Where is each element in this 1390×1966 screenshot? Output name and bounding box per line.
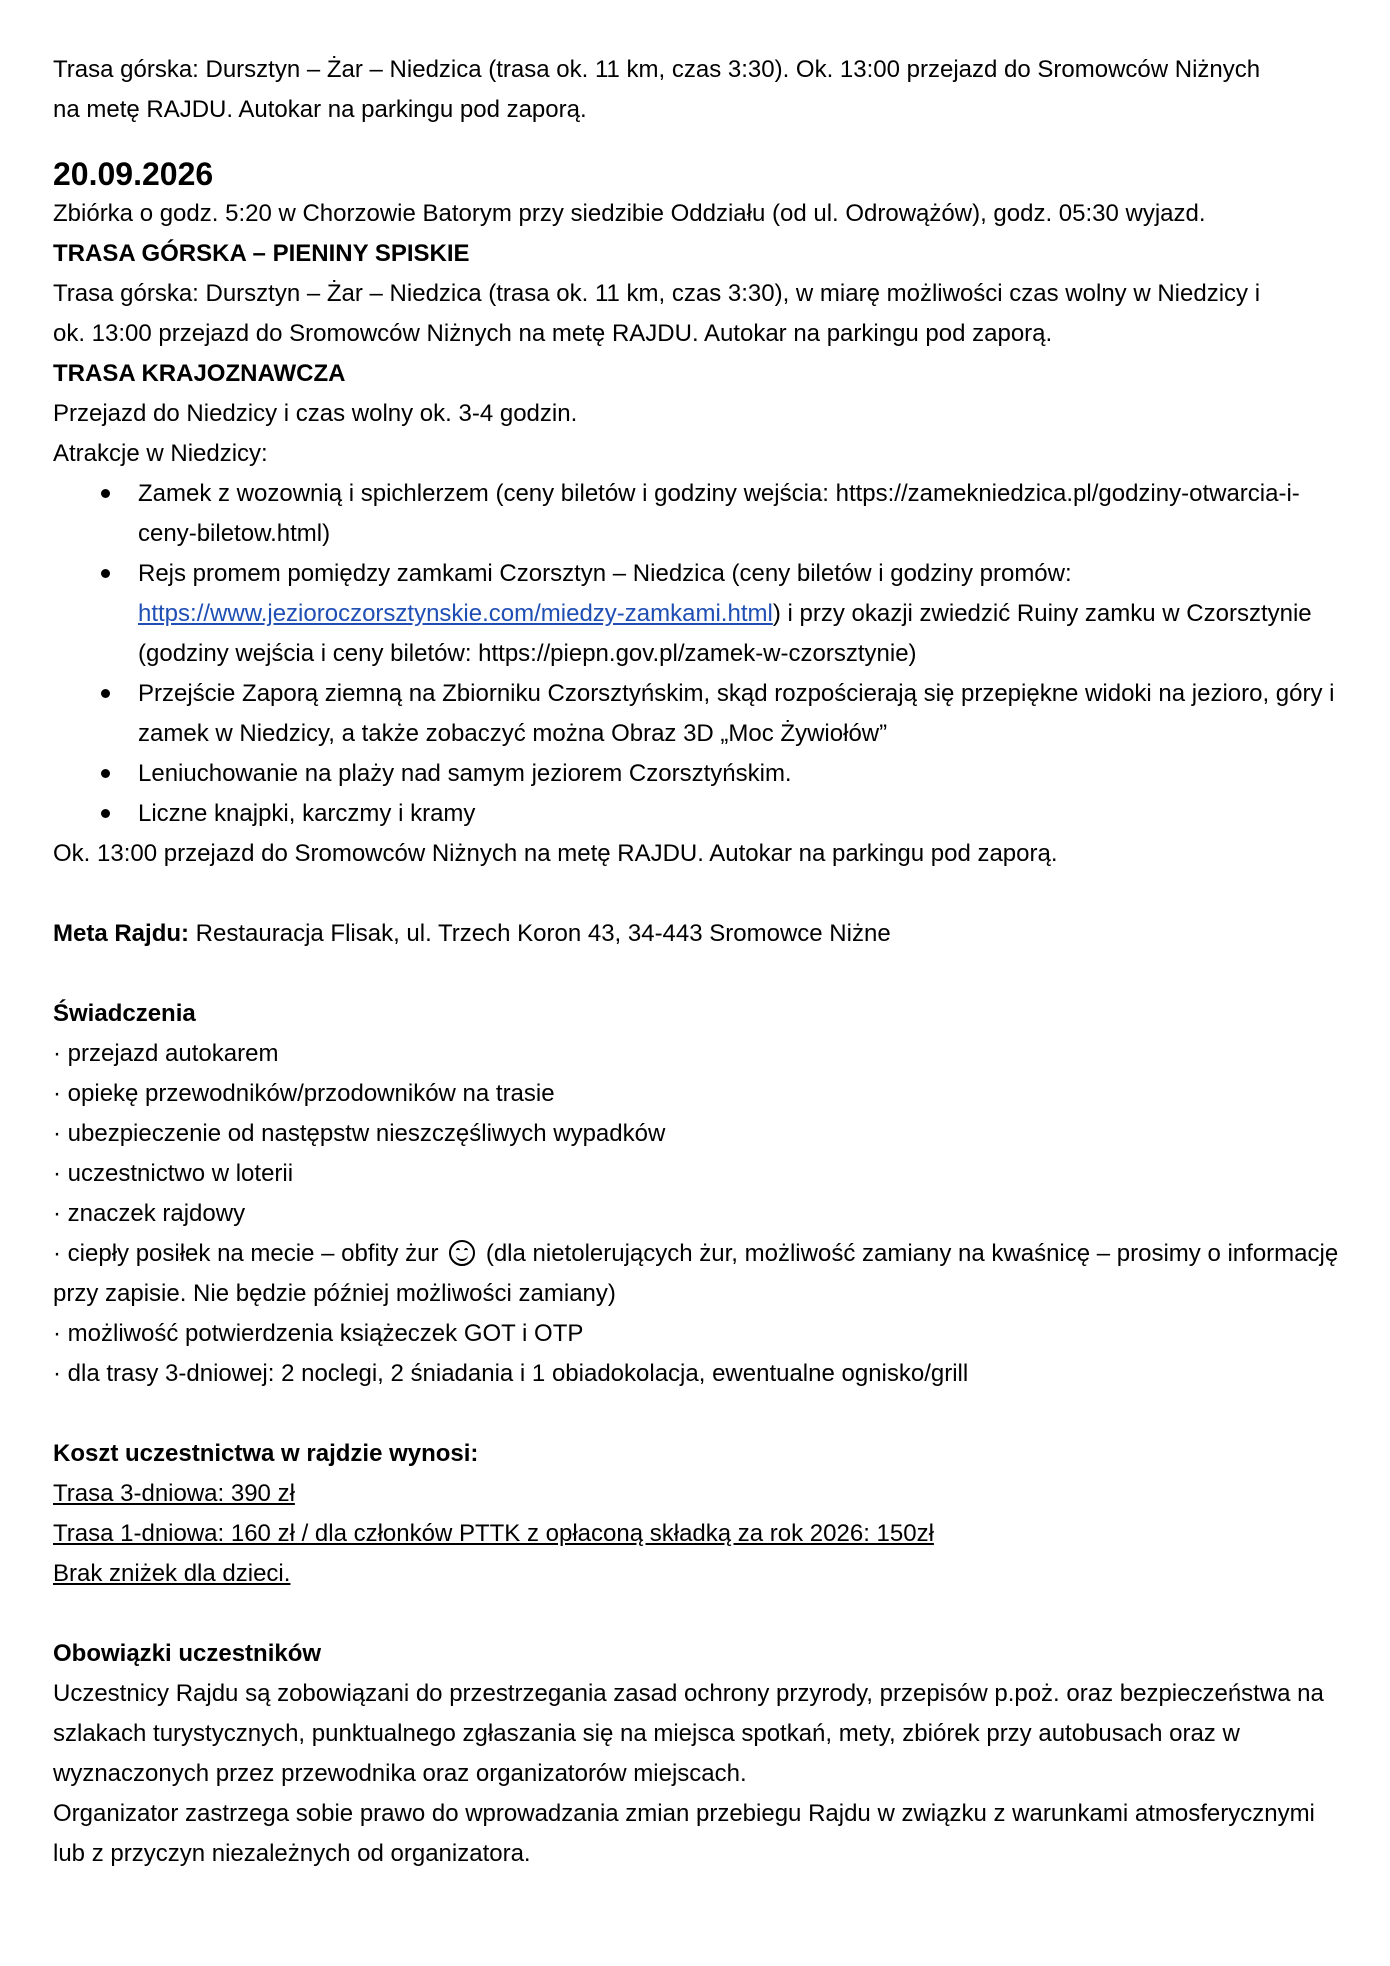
cost-3-day: Trasa 3-dniowa: 390 zł [53,1480,295,1507]
intro-line-1: Trasa górska: Dursztyn – Żar – Niedzica (trasa ok. 11 km, czas 3:30). Ok. 13:00 przejazd do Sromowców Niżnych [53,56,1261,83]
benefit-item-meal [53,1234,1350,1314]
attraction-castle: Zamek z wozownią i spichlerzem (ceny biletów i godziny wejścia: https://zamekniedzica.pl/godziny-otwarcia-i-ceny-biletow.html) [138,474,1350,554]
attraction-beach: Leniuchowanie na plaży nad samym jeziorem Czorsztyńskim. [138,754,1350,794]
duties-paragraph-1: Uczestnicy Rajdu są zobowiązani do przestrzegania zasad ochrony przyrody, przepisów p.poż. oraz bezpieczeństwa na szlakach turystycznych, punktualnego zgłaszania się na miejsca spotkań, mety, zbiórek przy autobusach oraz w wyznaczonych przez przewodnika oraz organizatorów miejscach. [53,1680,1324,1787]
benefit-item: · uczestnictwo w loterii [53,1160,294,1187]
benefit-item: · dla trasy 3-dniowej: 2 noclegi, 2 śniadania i 1 obiadokolacja, ewentualne ognisko/grill [53,1360,969,1387]
ferry-link[interactable]: https://www.jezioroczorsztynskie.com/miedzy-zamkami.html [138,600,773,627]
benefit-item: · ubezpieczenie od następstw nieszczęśliwych wypadków [53,1120,666,1147]
attraction-ferry-text-post: ) i przy okazji zwiedzić Ruiny zamku w Czorsztynie (godziny wejścia i ceny biletów: https://piepn.gov.pl/zamek-w-czorsztynie) [138,600,1312,667]
cost-no-discounts: Brak zniżek dla dzieci. [53,1560,291,1587]
intro-line-2: na metę RAJDU. Autokar na parkingu pod zaporą. [53,96,587,123]
attraction-restaurants: Liczne knajpki, karczmy i kramy [138,794,1350,834]
attraction-ferry [138,554,1350,674]
cost-heading: Koszt uczestnictwa w rajdzie wynosi: [53,1440,479,1467]
mountain-route-line-1: Trasa górska: Dursztyn – Żar – Niedzica (trasa ok. 11 km, czas 3:30), w miarę możliwości czas wolny w Niedzicy i [53,280,1261,307]
benefit-item: · możliwość potwierdzenia książeczek GOT i OTP [53,1320,584,1347]
tourist-route-heading: TRASA KRAJOZNAWCZA [53,360,346,387]
date-heading: 20.09.2026 [53,156,214,192]
attraction-dam: Przejście Zaporą ziemną na Zbiorniku Czorsztyńskim, skąd rozpościerają się przepiękne widoki na jezioro, góry i zamek w Niedzicy, a także zobaczyć można Obraz 3D „Moc Żywiołów” [138,674,1350,754]
cost-1-day: Trasa 1-dniowa: 160 zł / dla członków PTTK z opłaconą składką za rok 2026: 150zł [53,1520,934,1547]
duties-paragraph-2: Organizator zastrzega sobie prawo do wprowadzania zmian przebiegu Rajdu w związku z warunkami atmosferycznymi lub z przyczyn niezależnych od organizatora. [53,1800,1315,1867]
tourist-route-line-1: Przejazd do Niedzicy i czas wolny ok. 3-4 godzin. [53,400,578,427]
benefit-item: · opiekę przewodników/przodowników na trasie [53,1080,555,1107]
finish-value: Restauracja Flisak, ul. Trzech Koron 43, 34-443 Sromowce Niżne [189,920,891,947]
benefit-item: · przejazd autokarem [53,1040,279,1067]
attraction-ferry-text-pre: Rejs promem pomiędzy zamkami Czorsztyn – Niedzica (ceny biletów i godziny promów: [138,560,1072,587]
attractions-label: Atrakcje w Niedzicy: [53,440,268,467]
smiley-icon [449,1240,475,1266]
meeting-info: Zbiórka o godz. 5:20 w Chorzowie Batorym przy siedzibie Oddziału (od ul. Odrowążów), godz. 05:30 wyjazd. [53,200,1206,227]
mountain-route-line-2: ok. 13:00 przejazd do Sromowców Niżnych na metę RAJDU. Autokar na parkingu pod zaporą. [53,320,1053,347]
attractions-list [53,474,1350,834]
finish-line [53,914,1350,954]
benefit-meal-post: (dla nietolerujących żur, możliwość zamiany na kwaśnicę – prosimy o informację przy zapisie. Nie będzie później możliwości zamiany) [53,1240,1339,1307]
mountain-route-heading: TRASA GÓRSKA – PIENINY SPISKIE [53,240,470,267]
benefit-item: · znaczek rajdowy [53,1200,246,1227]
benefit-meal-pre: · ciepły posiłek na mecie – obfity żur [53,1240,439,1267]
benefits-heading: Świadczenia [53,1000,196,1027]
finish-label: Meta Rajdu: [53,920,190,947]
tourist-route-closing: Ok. 13:00 przejazd do Sromowców Niżnych na metę RAJDU. Autokar na parkingu pod zaporą. [53,840,1058,867]
duties-heading: Obowiązki uczestników [53,1640,322,1667]
